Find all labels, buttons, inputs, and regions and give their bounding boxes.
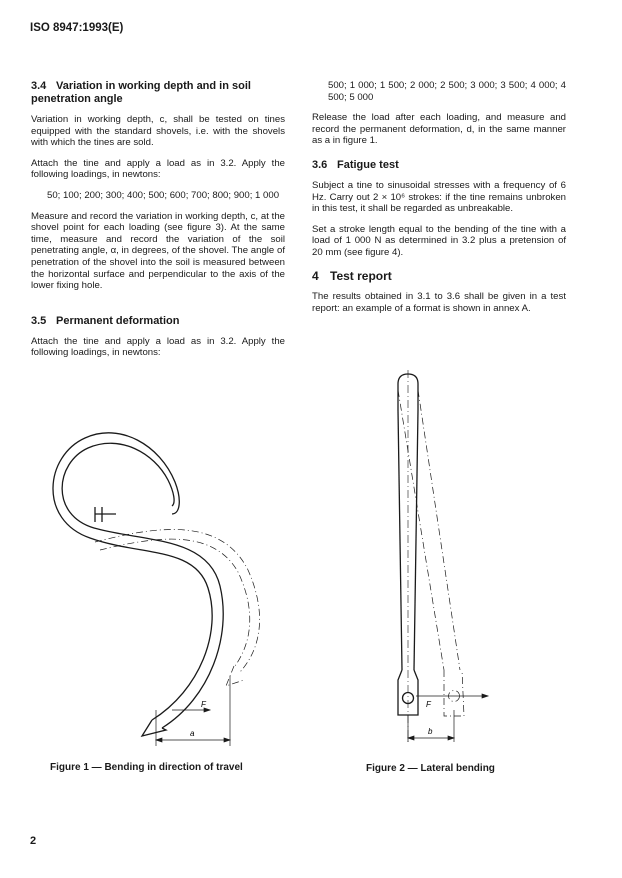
paragraph: Attach the tine and apply a load as in 3.2. Apply the following loadings, in newtons: [31, 335, 285, 359]
paragraph: Measure and record the variation in working depth, c, at the shovel point for each loading (see figure 3). At the same time, measure and record the variation of the soil penetrating angle, α, in degrees, of the shovel. The angle of penetration of the shovel into the soil is measured between the horizontal surface and perpendicular to the axis of the lower fixing hole. [31, 210, 285, 292]
section-title: Test report [330, 268, 392, 283]
label-a: a [190, 729, 195, 738]
page-number: 2 [30, 835, 37, 847]
deflected-shovel [226, 666, 244, 686]
paragraph: Release the load after each loading, and measure and record the permanent deformation, d, in the same manner as a in figure 1. [312, 112, 566, 147]
paragraph: Attach the tine and apply a load as in 3.2. Apply the following loadings, in newtons: [31, 157, 285, 181]
section-number: 4 [312, 268, 319, 283]
figure-1-caption: Figure 1 — Bending in direction of travel [50, 762, 243, 773]
figure-2-drawing [370, 370, 510, 750]
tine-outer-edge [53, 433, 212, 720]
shovel [142, 720, 166, 736]
left-column [31, 80, 285, 368]
deflected-tine-inner [100, 539, 250, 666]
right-column [312, 80, 566, 323]
section-number: 3.5 [31, 314, 47, 327]
deflected-mount [444, 670, 464, 716]
loading-list: 500; 1 000; 1 500; 2 000; 2 500; 3 000; 3 500; 4 000; 4 500; 5 000 [328, 80, 566, 103]
section-3-6-heading [312, 159, 566, 172]
document-header: ISO 8947:1993(E) [30, 22, 124, 34]
section-title: Permanent deformation [56, 314, 180, 327]
paragraph: Subject a tine to sinusoidal stresses with a frequency of 6 Hz. Carry out 2 × 10⁶ strokes: if the tine remains unbroken in this test, it shall be regarded as unbreakable. [312, 179, 566, 215]
section-number: 3.4 [31, 80, 47, 92]
paragraph: The results obtained in 3.1 to 3.6 shall be given in a test report: an example of a format is shown in annex A. [312, 291, 566, 314]
section-number: 3.6 [312, 158, 328, 171]
paragraph: Set a stroke length equal to the bending of the tine with a load of 1 000 N as determined in 3.2 plus a pretension of 20 mm (see figure 4). [312, 223, 566, 258]
paragraph: Variation in working depth, c, shall be tested on tines equipped with the standard shovels, i.e. with the shovels with which the tines are sold. [31, 114, 285, 149]
label-b: b [428, 727, 433, 736]
section-title: Fatigue test [337, 158, 399, 171]
deflected-tine [95, 529, 260, 672]
tine-mount [95, 507, 116, 522]
label-f: F [426, 700, 431, 709]
section-title: Variation in working depth and in soil penetration angle [31, 80, 251, 105]
section-3-5-heading [31, 315, 285, 328]
figure-1-drawing [30, 410, 300, 750]
loading-list: 50; 100; 200; 300; 400; 500; 600; 700; 800; 900; 1 000 [47, 189, 280, 201]
label-f: F [201, 700, 206, 709]
deflected-edge-left [398, 390, 444, 670]
figure-2-caption: Figure 2 — Lateral bending [366, 763, 495, 774]
section-3-4-heading [31, 80, 285, 106]
tine-inner-edge [62, 443, 223, 728]
deflected-edge-right [418, 390, 460, 670]
section-4-heading [312, 268, 566, 283]
